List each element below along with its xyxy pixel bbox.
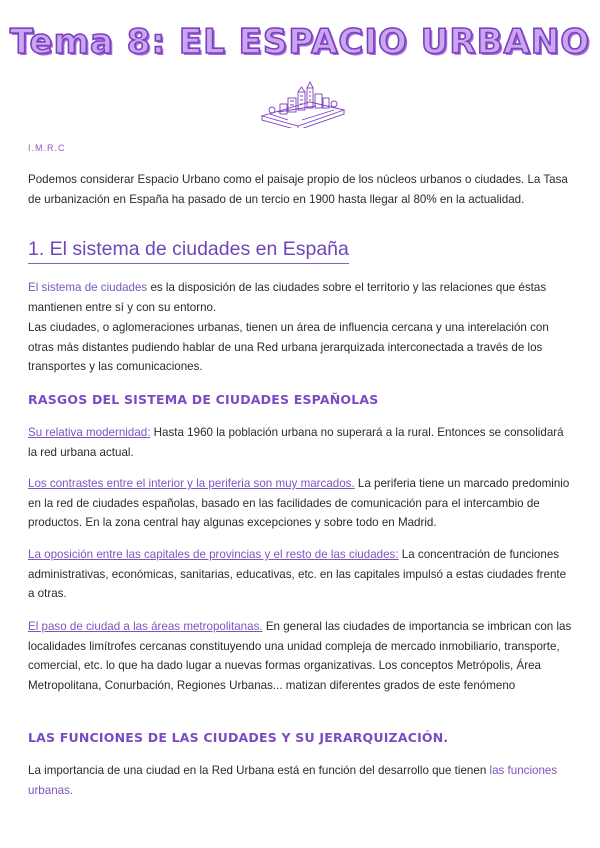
rasgo-term-link[interactable]: La oposición entre las capitales de provincias y el resto de las ciudades:	[28, 548, 399, 561]
city-sketch-illustration	[258, 76, 348, 128]
rasgo-text: Hasta 1960 la población urbana no superará a la rural. Entonces se consolidará la red urbana actual.	[28, 426, 564, 459]
sistema-term-link[interactable]: El sistema de ciudades	[28, 281, 148, 294]
funciones-text: La importancia de una ciudad en la Red Urbana está en función del desarrollo que tienen	[28, 764, 490, 777]
rasgo-text: La concentración de funciones administrativas, económicas, sanitarias, educativas, etc. en las capitales impulsó a estas ciudades frente a otras.	[28, 548, 567, 600]
rasgo-text: La periferia tiene un marcado predominio en la red de ciudades españolas, basado en las facilidades de comunicación para el intercambio de productos. En la zona central hay algunas excepciones y sobre todo en Madrid.	[28, 477, 570, 529]
sistema-definition-paragraph	[28, 278, 574, 317]
funciones-paragraph	[28, 761, 574, 800]
funciones-term-link[interactable]: las funciones urbanas.	[28, 764, 558, 797]
rasgo-term-link[interactable]: Los contrastes entre el interior y la periferia son muy marcados.	[28, 477, 355, 490]
rasgo-item	[28, 474, 574, 533]
rasgo-item	[28, 545, 574, 604]
sistema-definition-text: es la disposición de las ciudades sobre el territorio y las relaciones que éstas mantienen entre sí y con su entorno.	[28, 281, 547, 314]
rasgo-term-link[interactable]: Su relativa modernidad:	[28, 426, 151, 439]
intro-paragraph: Podemos considerar Espacio Urbano como el paisaje propio de los núcleos urbanos o ciudades. La Tasa de urbanización en España ha pasado de un tercio en 1900 hasta llegar al 80% en la actualidad.	[28, 173, 568, 206]
funciones-heading: LAS FUNCIONES DE LAS CIUDADES Y SU JERARQUIZACIÓN.	[28, 730, 449, 745]
page-title: Tema 8: EL ESPACIO URBANO	[9, 22, 591, 62]
rasgo-item	[28, 617, 574, 695]
rasgos-heading: RASGOS DEL SISTEMA DE CIUDADES ESPAÑOLAS	[28, 392, 379, 407]
rasgo-term-link[interactable]: El paso de ciudad a las áreas metropolitanas.	[28, 620, 263, 633]
aglomeraciones-paragraph: Las ciudades, o aglomeraciones urbanas, tienen un área de influencia cercana y una interelación con otras más distantes pudiendo hablar de una Red urbana jerarquizada interconectada a través de los transportes y las comunicaciones.	[28, 321, 549, 373]
author-initials: I.M.R.C	[28, 143, 66, 153]
rasgo-item	[28, 423, 574, 462]
section-heading-sistema-ciudades: 1. El sistema de ciudades en España	[28, 236, 349, 264]
rasgo-text: En general las ciudades de importancia se imbrican con las localidades limítrofes cercanas constituyendo una unidad compleja de mercado inmobiliario, transporte, comercial, etc. lo que ha dado lugar a nuevas formas organizativas. Los conceptos Metrópolis, Área Metropolitana, Conurbación, Regiones Urbanas... matizan diferentes grados de este fenómeno	[28, 620, 572, 692]
